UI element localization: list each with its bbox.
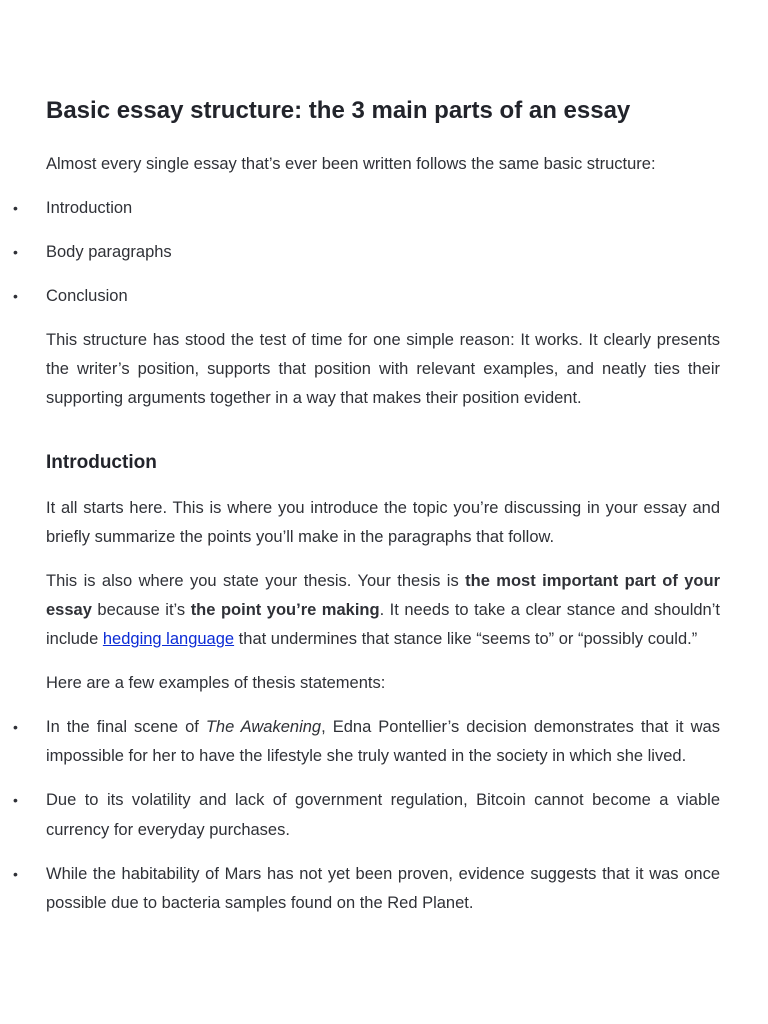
list-item-text: Due to its volatility and lack of government regulation, Bitcoin cannot become a viable currency for everyday purchases. — [46, 791, 720, 839]
bullet-icon: • — [13, 719, 18, 736]
intro-line: Almost every single essay that’s ever been written follows the same basic structure: — [46, 155, 656, 173]
example-text-after: , Edna Pontellier’s decision demonstrates that it was impossible for her to have the lifestyle she truly wanted in the society in which she lived. — [46, 718, 720, 766]
structure-list — [13, 194, 720, 311]
thesis-text-1: This is also where you state your thesis. Your thesis is — [46, 571, 466, 590]
list-item-text: Body paragraphs — [46, 243, 172, 261]
bullet-icon: • — [13, 792, 18, 809]
hedging-language-link[interactable]: hedging language — [102, 630, 235, 649]
article-content — [13, 94, 720, 918]
bullet-icon: • — [13, 244, 18, 260]
thesis-text-3: . It needs to take a clear stance and shouldn’t include — [46, 601, 720, 649]
list-item — [13, 238, 720, 267]
introduction-paragraph-2 — [46, 567, 720, 655]
thesis-bold-1: the most important part of your essay — [46, 571, 720, 620]
bullet-icon: • — [13, 200, 18, 216]
introduction-paragraph-1: It all starts here. This is where you introduce the topic you’re discussing in your essay and briefly summarize the points you’ll make in the paragraphs that follow. — [46, 498, 720, 546]
thesis-text-2: because it’s — [91, 601, 191, 620]
list-item-text: Introduction — [46, 199, 133, 217]
examples-intro: Here are a few examples of thesis statements: — [46, 674, 386, 693]
thesis-examples-list — [13, 713, 720, 918]
list-item — [13, 282, 720, 311]
book-title: The Awakening — [205, 718, 322, 737]
section-heading-introduction: Introduction — [46, 451, 157, 473]
example-text-before: In the final scene of — [46, 718, 206, 737]
list-item-text: While the habitability of Mars has not yet been proven, evidence suggests that it was once possible due to bacteria samples found on the Red Planet. — [46, 864, 720, 912]
list-item — [13, 713, 720, 771]
list-item — [13, 194, 720, 223]
thesis-bold-2: the point you’re making — [190, 601, 380, 620]
bullet-icon: • — [13, 288, 18, 304]
list-item-text: Conclusion — [46, 287, 128, 305]
list-item — [13, 860, 720, 918]
page-title: Basic essay structure: the 3 main parts of an essay — [46, 97, 631, 124]
structure-paragraph: This structure has stood the test of time for one simple reason: It works. It clearly presents the writer’s position, supports that position with relevant examples, and neatly ties their supporting arguments together in a way that makes their position evident. — [46, 331, 720, 408]
bullet-icon: • — [13, 865, 18, 882]
list-item — [13, 786, 720, 844]
thesis-text-4: that undermines that stance like “seems to” or “possibly could.” — [234, 630, 698, 649]
